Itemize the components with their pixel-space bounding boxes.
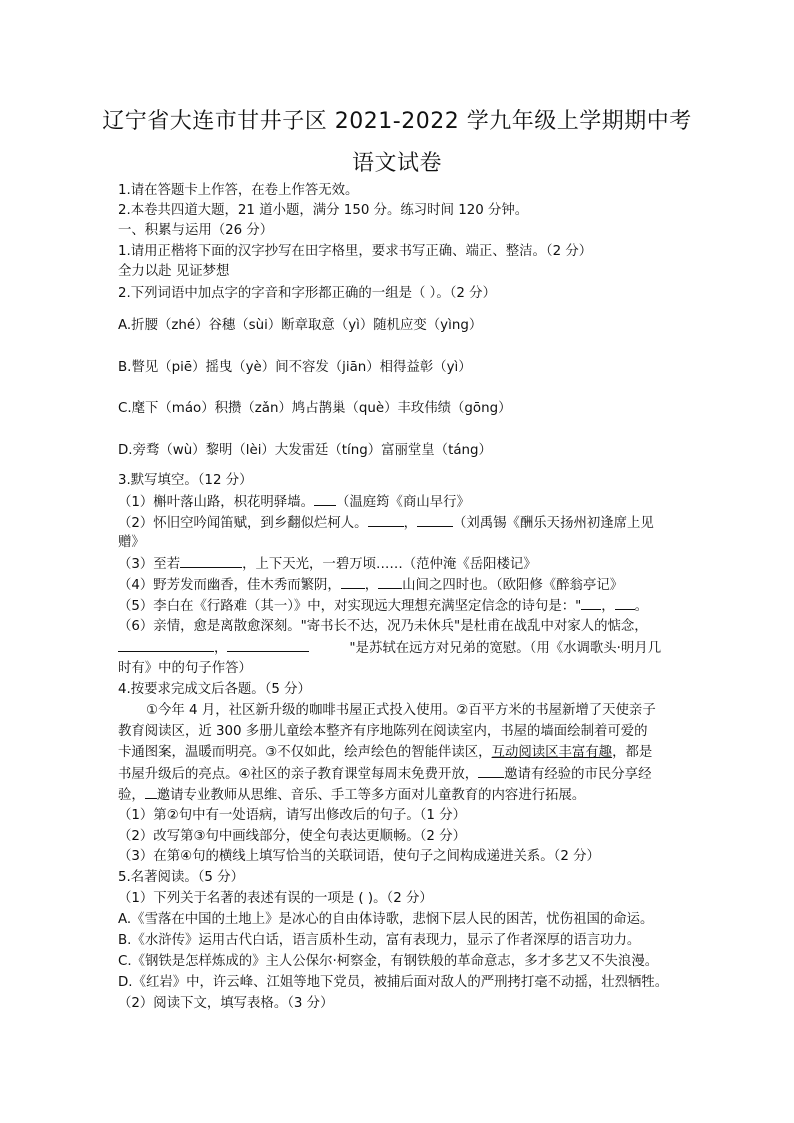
q2-stem: 2.下列词语中加点字的字音和字形都正确的一组是（ ）。（2 分） (118, 286, 496, 301)
answer-blank[interactable] (368, 513, 404, 527)
q3-item-3: （3）至若 ，上下天光，一碧万顷……（范仲淹《岳阳楼记》 (118, 554, 688, 575)
q5-option-d: D.《红岩》中，许云峰、江姐等地下党员，被捕后面对敌人的严刑拷打毫不动摇，壮烈牺牲。 (118, 975, 669, 990)
q5-option-a: A.《雪落在中国的土地上》是冰心的自由体诗歌，悲悯下层人民的困苦，忧伤祖国的命运。 (118, 912, 654, 927)
q3-item-6-cont2: 时有》中的句子作答） (118, 661, 252, 676)
q1-text: 全力以赴 见证梦想 (118, 264, 230, 279)
q4-subquestion-2: （2）改写第③句中画线部分，使全句表达更顺畅。（2 分） (118, 829, 466, 844)
answer-blank[interactable] (341, 575, 365, 589)
q4-subquestion-3: （3）在第④句的横线上填写恰当的关联词语，使句子之间构成递进关系。（2 分） (118, 849, 600, 864)
q5-subquestion-2: （2）阅读下文，填写表格。（3 分） (118, 996, 334, 1011)
q5-subquestion-1: （1）下列关于名著的表述有误的一项是 ( )。（2 分） (118, 891, 433, 906)
q2-option-c: C.麾下（máo）积攒（zǎn）鸠占鹊巢（què）丰玫伟绩（gōng） (118, 401, 512, 416)
q4-passage-line-5: 验， 邀请专业教师从思维、音乐、手工等多方面对儿童教育的内容进行拓展。 (118, 785, 688, 806)
q3-stem: 3.默写填空。（12 分） (118, 473, 253, 488)
q5-stem: 5.名著阅读。（5 分） (118, 870, 244, 885)
q4-passage-line-3: 卡通图案，温暖而明亮。③不仅如此，绘声绘色的智能伴读区，互动阅读区丰富有趣，都是 (118, 745, 653, 760)
section-1-heading: 一、积累与运用（26 分） (118, 223, 274, 238)
q2-option-d: D.旁骛（wù）黎明（lèi）大发雷廷（tíng）富丽堂皇（táng） (118, 443, 492, 458)
q3-item-6: （6）亲情，愈是离散愈深刻。"寄书长不达，况乃未休兵"是杜甫在战乱中对家人的惦念， (118, 619, 648, 634)
note-1: 1.请在答题卡上作答，在卷上作答无效。 (118, 183, 359, 198)
underlined-phrase: 互动阅读区丰富有趣 (491, 745, 613, 760)
answer-blank[interactable] (478, 764, 504, 778)
q4-passage-line-2: 教育阅读区，近 300 多册儿童绘本整齐有序地陈列在阅读室内，书屋的墙面绘制着可爱的 (118, 724, 648, 739)
q4-stem: 4.按要求完成文后各题。（5 分） (118, 682, 311, 697)
q3-item-2-cont: 赠》 (118, 535, 145, 550)
q3-item-6-cont: ， "是苏轼在远方对兄弟的宽慰。（用《水调歌头·明月几 (118, 638, 688, 659)
q3-item-1: （1）槲叶落山路，枳花明驿墙。 （温庭筠《商山早行》 (118, 492, 688, 513)
q5-option-c: C.《钢铁是怎样炼成的》主人公保尔·柯察金，有钢铁般的革命意志，多才多艺又不失浪漫。 (118, 954, 659, 969)
answer-blank[interactable] (615, 596, 635, 610)
exam-subtitle: 语文试卷 (351, 151, 442, 176)
note-2: 2.本卷共四道大题，21 道小题，满分 150 分。练习时间 120 分钟。 (118, 203, 529, 218)
q4-passage-line-4: 书屋升级后的亮点。④社区的亲子教育课堂每周末免费开放， 邀请有经验的市民分享经 (118, 764, 688, 785)
q3-item-4: （4）野芳发而幽香，佳木秀而繁阴， ， 山间之四时也。（欧阳修《醉翁亭记》 (118, 575, 688, 596)
q5-option-b: B.《水浒传》运用古代白话，语言质朴生动，富有表现力，显示了作者深厚的语言功力。 (118, 933, 641, 948)
answer-blank[interactable] (378, 575, 402, 589)
answer-blank[interactable] (417, 513, 453, 527)
answer-blank[interactable] (227, 638, 309, 652)
answer-blank[interactable] (180, 554, 242, 568)
q4-subquestion-1: （1）第②句中有一处语病，请写出修改后的句子。（1 分） (118, 808, 466, 823)
q3-item-5: （5）李白在《行路难（其一）》中，对实现远大理想充满坚定信念的诗句是：" ， 。 (118, 596, 688, 617)
answer-blank[interactable] (118, 638, 214, 652)
answer-blank[interactable] (581, 596, 601, 610)
q4-passage-line-1: ①今年 4 月，社区新升级的咖啡书屋正式投入使用。②百平方米的书屋新增了天使亲子 (146, 703, 656, 718)
answer-blank[interactable] (314, 492, 336, 506)
exam-title: 辽宁省大连市甘井子区 2021-2022 学九年级上学期期中考 (102, 109, 692, 134)
q1-stem: 1.请用正楷将下面的汉字抄写在田字格里，要求书写正确、端正、整洁。（2 分） (118, 244, 593, 259)
q2-option-b: B.瞥见（piē）摇曳（yè）间不容发（jiān）相得益彰（yì） (118, 360, 472, 375)
q2-option-a: A.折腰（zhé）谷穗（sùi）断章取意（yì）随机应变（yìng） (118, 318, 483, 333)
answer-blank[interactable] (145, 785, 157, 799)
q3-item-2: （2）怀旧空吟闻笛赋，到乡翻似烂柯人。 ， （刘禹锡《酬乐天扬州初逢席上见 (118, 513, 688, 534)
